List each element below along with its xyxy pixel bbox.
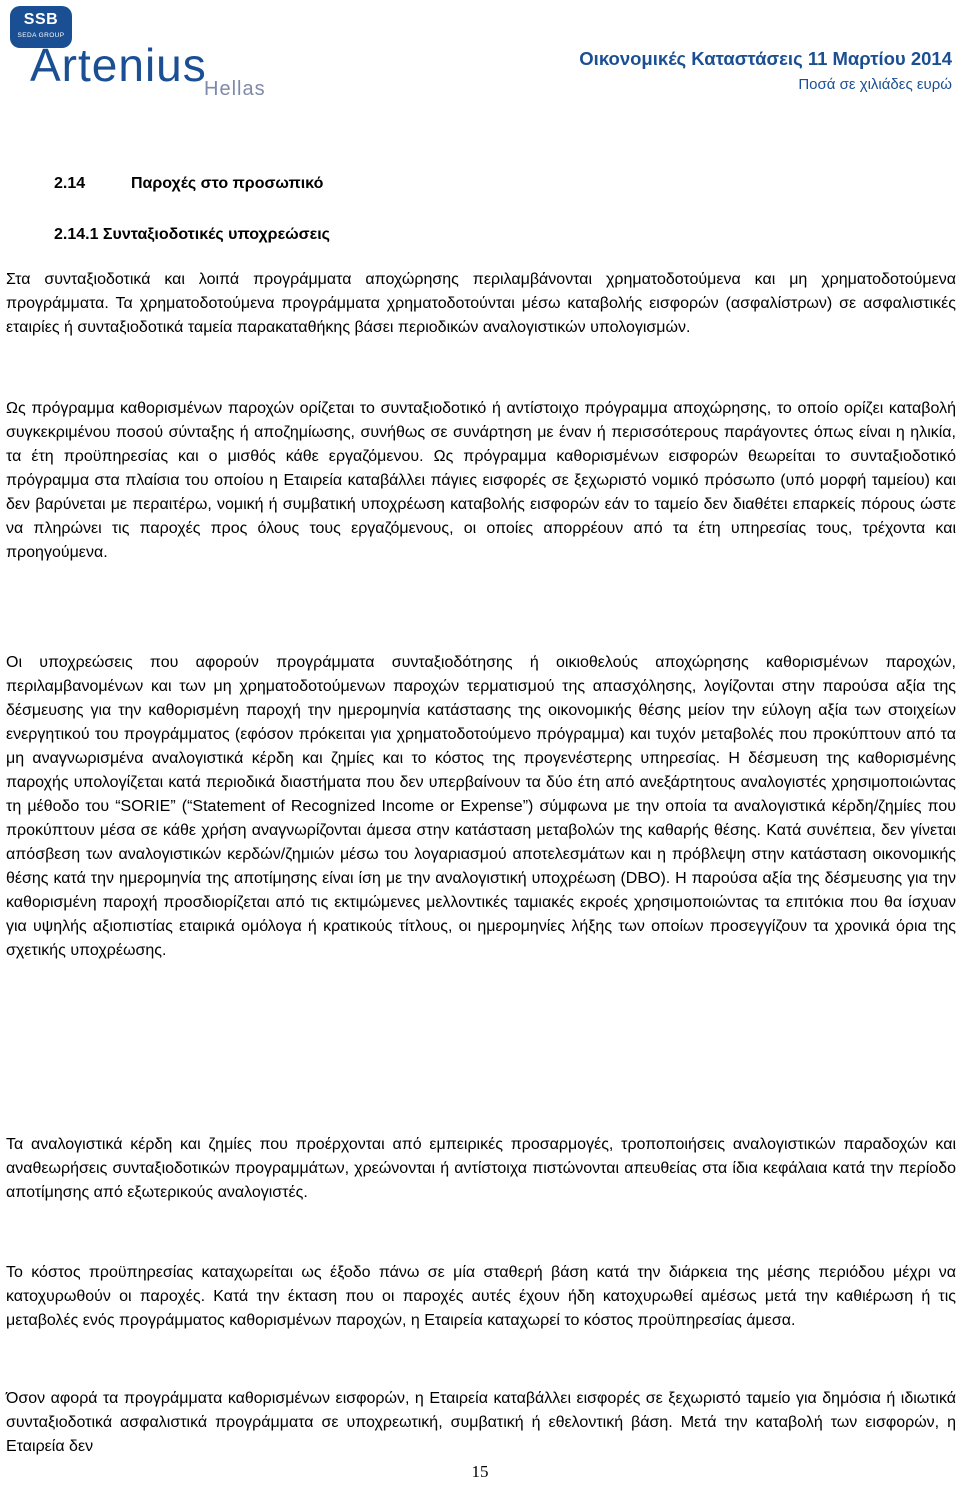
page-number: 15 [471, 1462, 489, 1481]
seda-group-mark: SSB [23, 11, 59, 28]
currency-note: Ποσά σε χιλιάδες ευρώ [798, 76, 952, 93]
section-heading [54, 172, 323, 196]
brand-name: Artenius [30, 39, 207, 91]
paragraph-1: Στα συνταξιοδοτικά και λοιπά προγράμματα αποχώρησης περιλαμβάνονται χρηματοδοτούμενα και μη χρηματοδοτούμενα προγράμματα. Τα χρηματοδοτούμενα προγράμματα χρηματοδοτούνται μέσω καταβολής εισφορών (ασφαλίστρων) σε ασφαλιστικές εταιρίες ή συνταξιοδοτικά ταμεία παρακαταθήκης βάσει περιοδικών αναλογιστικών υπολογισμών. [6, 271, 956, 336]
paragraph-2: Ως πρόγραμμα καθορισμένων παροχών ορίζεται το συνταξιοδοτικό ή αντίστοιχο πρόγραμμα αποχώρησης, το οποίο ορίζει καταβολή συγκεκριμένου ποσού σύνταξης ή αποζημίωσης, συνήθως σε συνάρτηση με έναν ή περισσότερους παράγοντες όπως είναι η ηλικία, τα έτη προϋπηρεσίας και ο μισθός κάθε εργαζόμενου. Ως πρόγραμμα καθορισμένων εισφορών θεωρείται το συνταξιοδοτικό πρόγραμμα στα πλαίσια του οποίου η Εταιρεία καταβάλλει πάγιες εισφορές σε ξεχωριστό νομικό πρόσωπο (υπό μορφή ταμείου) και δεν βαρύνεται με περαιτέρω, νομική ή συμβατική υποχρέωση καταβολής εισφορών εάν το ταμείο δεν διαθέτει επαρκείς πόρους ώστε να πληρώνει τις παροχές προς όλους τους εργαζόμενους, οι οποίες απορρέουν από τα έτη υπηρεσίας τους, τρέχοντα και προηγούμενα. [6, 400, 956, 561]
subsection-heading: 2.14.1 Συνταξιοδοτικές υποχρεώσεις [54, 226, 330, 243]
brand-subname: Hellas [204, 78, 266, 100]
paragraph-4: Τα αναλογιστικά κέρδη και ζημίες που προέρχονται από εμπειρικές προσαρμογές, τροποποιήσεις αναλογιστικών παραδοχών και αναθεωρήσεις συνταξιοδοτικών προγραμμάτων, χρεώνονται ή αντίστοιχα πιστώνονται απευθείας στα ίδια κεφάλαια κατά την περίοδο αποτίμησης από εξωτερικούς αναλογιστές. [6, 1136, 956, 1201]
paragraph-6: Όσον αφορά τα προγράμματα καθορισμένων εισφορών, η Εταιρεία καταβάλλει εισφορές σε ξεχωριστό ταμείο για δημόσια ή ιδιωτικά συνταξιοδοτικά ασφαλιστικά προγράμματα σε υποχρεωτική, συμβατική ή εθελοντική βάση. Μετά την καταβολή των εισφορών, η Εταιρεία δεν [6, 1390, 956, 1455]
section-title: Παροχές στο προσωπικό [131, 175, 324, 192]
paragraph-5: Το κόστος προϋπηρεσίας καταχωρείται ως έξοδο πάνω σε μία σταθερή βάση κατά την διάρκεια της μέσης περιόδου μέχρι να κατοχυρωθούν οι παροχές. Κατά την έκταση που οι παροχές αυτές έχουν ήδη κατοχυρωθεί αμέσως μετά την καθιέρωση ή τις μεταβολές ενός προγράμματος καθορισμένων παροχών, η Εταιρεία καταχωρεί το κόστος προϋπηρεσίας άμεσα. [6, 1264, 956, 1329]
artenius-logo [10, 6, 310, 100]
seda-group-name: SEDA GROUP [17, 32, 65, 39]
page-header [0, 0, 960, 110]
section-number: 2.14 [54, 175, 86, 192]
document-title: Οικονομικές Καταστάσεις 11 Μαρτίου 2014 [579, 48, 952, 69]
paragraph-3: Οι υποχρεώσεις που αφορούν προγράμματα συνταξιοδότησης ή οικιοθελούς αποχώρησης καθορισμένων παροχών, περιλαμβανομένων και των μη χρηματοδοτούμενων παροχών τερματισμού της απασχόλησης, λογίζονται στην παρούσα αξία της δέσμευσης για την καθορισμένη παροχή την ημερομηνία κατάστασης της οικονομικής θέσης μείον την εύλογη αξία των στοιχείων ενεργητικού του προγράμματος (εφόσον πρόκειται για χρηματοδοτούμενο πρόγραμμα) και τυχόν μεταβολές που προκύπτουν από τα μη αναγνωρισμένα αναλογιστικά κέρδη και ζημίες και το κόστος της προγενέστερης υπηρεσίας. Η δέσμευση της καθορισμένης παροχής υπολογίζεται κατά περιοδικά διαστήματα που δεν υπερβαίνουν τα δύο έτη από ανεξάρτητους αναλογιστές χρησιμοποιώντας τη μέθοδο του “SORIE” (“Statement of Recognized Income or Expense”) σύμφωνα με την οποία τα αναλογιστικά κέρδη/ζημίες που προκύπτουν μέσα σε κάθε χρήση αναγνωρίζονται άμεσα στην κατάσταση μεταβολών της καθαρής θέσης. Κατά συνέπεια, δεν γίνεται απόσβεση των αναλογιστικών κερδών/ζημιών μέσω του λογαριασμού αποτελεσμάτων και η πρόβλεψη στην κατάσταση οικονομικής θέσης κατά την ημερομηνία της αποτίμησης είναι ίση με την αναλογιστική υποχρέωση (DBO). Η παρούσα αξία της δέσμευσης για την καθορισμένη παροχή προσδιορίζεται από τις εκτιμώμενες μελλοντικές ταμιακές εκροές χρησιμοποιώντας τα επιτόκια που θα ίσχυαν για υψηλής αξιοπιστίας εταιρικά ομόλογα ή κρατικούς τίτλους, οι ημερομηνίες λήξης των οποίων προσεγγίζουν τα χρονικά όρια της σχετικής υποχρέωσης. [6, 654, 956, 959]
